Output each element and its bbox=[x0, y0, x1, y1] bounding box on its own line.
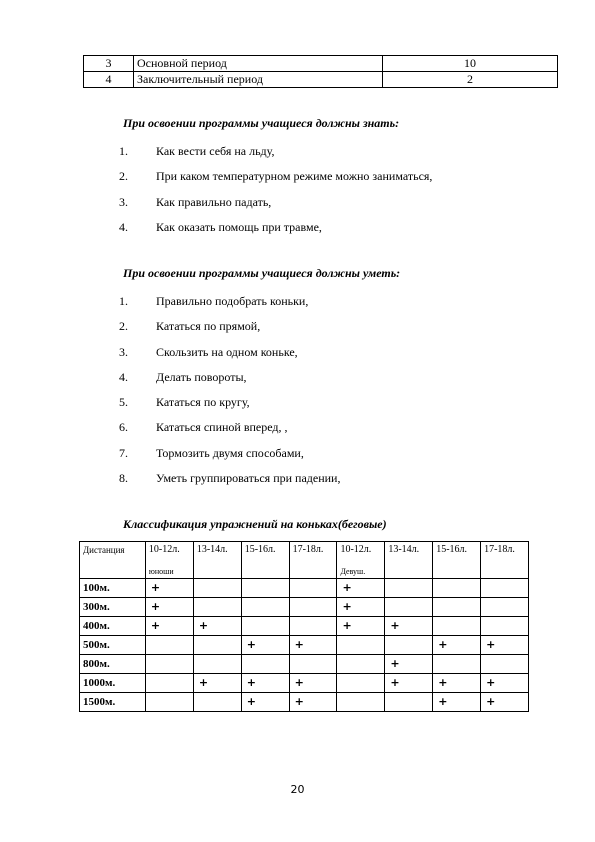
age-label: 17-18л. bbox=[484, 544, 515, 555]
mark-cell bbox=[481, 655, 529, 674]
mark-cell bbox=[385, 598, 433, 617]
distance-cell: 1500м. bbox=[80, 693, 146, 712]
plus-mark: + bbox=[486, 676, 496, 689]
mark-cell bbox=[433, 693, 481, 712]
list-item-text: При каком температурном режиме можно заниматься, bbox=[156, 169, 433, 184]
mark-cell bbox=[145, 655, 193, 674]
list-item bbox=[119, 370, 340, 395]
list-item-text: Тормозить двумя способами, bbox=[156, 445, 304, 460]
mark-cell bbox=[337, 579, 385, 598]
table-row bbox=[80, 579, 529, 598]
mark-cell bbox=[145, 674, 193, 693]
mark-cell bbox=[289, 579, 337, 598]
plus-mark: + bbox=[150, 600, 161, 613]
mark-cell bbox=[337, 636, 385, 655]
able-heading: При освоении программы учащиеся должны уметь: bbox=[123, 266, 401, 280]
mark-cell bbox=[385, 617, 433, 636]
mark-cell bbox=[289, 693, 337, 712]
list-item-number: 3. bbox=[119, 194, 128, 209]
mark-cell bbox=[481, 579, 529, 598]
mark-cell bbox=[289, 655, 337, 674]
mark-cell bbox=[337, 655, 385, 674]
plus-mark: + bbox=[342, 600, 352, 613]
mark-cell bbox=[289, 598, 337, 617]
mark-cell bbox=[193, 655, 241, 674]
list-item-number: 8. bbox=[119, 471, 128, 486]
table-row bbox=[80, 693, 529, 712]
age-label: 15-16л. bbox=[244, 544, 276, 555]
mark-cell bbox=[433, 598, 481, 617]
mark-cell bbox=[337, 598, 385, 617]
mark-cell bbox=[337, 693, 385, 712]
table-row bbox=[80, 617, 529, 636]
plus-mark: + bbox=[246, 638, 256, 651]
group-label: Девуш. bbox=[340, 567, 366, 576]
period-name: Заключительный период bbox=[134, 72, 383, 88]
plus-mark: + bbox=[246, 676, 256, 689]
distance-cell: 500м. bbox=[80, 636, 146, 655]
plus-mark: + bbox=[198, 619, 209, 632]
mark-cell bbox=[145, 598, 193, 617]
able-list bbox=[119, 294, 340, 496]
plus-mark: + bbox=[342, 581, 352, 594]
know-heading: При освоении программы учащиеся должны знать: bbox=[123, 116, 400, 130]
list-item bbox=[119, 471, 340, 496]
list-item bbox=[119, 220, 432, 245]
age-column-header bbox=[289, 542, 337, 579]
list-item-number: 6. bbox=[119, 420, 128, 435]
list-item-number: 3. bbox=[119, 344, 128, 359]
list-item-text: Как правильно падать, bbox=[156, 194, 272, 209]
mark-cell bbox=[385, 655, 433, 674]
plus-mark: + bbox=[438, 638, 448, 651]
page-number: 20 bbox=[290, 783, 305, 796]
age-label: 13-14л. bbox=[196, 544, 228, 555]
list-item-number: 2. bbox=[119, 319, 128, 334]
mark-cell bbox=[241, 655, 289, 674]
list-item-number: 4. bbox=[119, 219, 128, 234]
plus-mark: + bbox=[246, 695, 256, 708]
mark-cell bbox=[289, 674, 337, 693]
age-label: 10-12л. bbox=[340, 544, 372, 555]
mark-cell bbox=[193, 579, 241, 598]
age-column-header bbox=[145, 542, 193, 579]
distance-cell: 800м. bbox=[80, 655, 146, 674]
list-item-text: Как оказать помощь при травме, bbox=[156, 219, 322, 234]
list-item bbox=[119, 319, 340, 344]
mark-cell bbox=[481, 598, 529, 617]
table-row bbox=[84, 72, 558, 88]
mark-cell bbox=[481, 674, 529, 693]
list-item-text: Кататься по прямой, bbox=[156, 319, 261, 334]
list-item-text: Скользить на одном коньке, bbox=[156, 344, 298, 359]
list-item-number: 4. bbox=[119, 369, 128, 384]
mark-cell bbox=[241, 674, 289, 693]
distance-cell: 1000м. bbox=[80, 674, 146, 693]
list-item bbox=[119, 195, 432, 220]
mark-cell bbox=[385, 636, 433, 655]
mark-cell bbox=[193, 617, 241, 636]
period-number: 4 bbox=[84, 72, 134, 88]
period-value: 2 bbox=[383, 72, 558, 88]
mark-cell bbox=[385, 579, 433, 598]
plus-mark: + bbox=[294, 676, 304, 689]
plus-mark: + bbox=[390, 676, 400, 689]
group-label: юноши bbox=[148, 567, 174, 576]
plus-mark: + bbox=[150, 581, 161, 594]
distance-cell: 300м. bbox=[80, 598, 146, 617]
age-column-header bbox=[433, 542, 481, 579]
know-list bbox=[119, 144, 432, 245]
mark-cell bbox=[289, 617, 337, 636]
mark-cell bbox=[433, 674, 481, 693]
mark-cell bbox=[241, 617, 289, 636]
mark-cell bbox=[385, 674, 433, 693]
age-column-header bbox=[193, 542, 241, 579]
period-value: 10 bbox=[383, 56, 558, 72]
plus-mark: + bbox=[438, 695, 448, 708]
plus-mark: + bbox=[390, 619, 400, 632]
mark-cell bbox=[145, 636, 193, 655]
mark-cell bbox=[241, 579, 289, 598]
mark-cell bbox=[193, 693, 241, 712]
mark-cell bbox=[145, 693, 193, 712]
plus-mark: + bbox=[390, 657, 400, 670]
mark-cell bbox=[145, 617, 193, 636]
age-label: 15-16л. bbox=[436, 544, 468, 555]
mark-cell bbox=[337, 674, 385, 693]
list-item-text: Кататься по кругу, bbox=[156, 395, 250, 410]
mark-cell bbox=[193, 598, 241, 617]
list-item-number: 7. bbox=[119, 445, 128, 460]
age-column-header bbox=[385, 542, 433, 579]
mark-cell bbox=[433, 655, 481, 674]
list-item bbox=[119, 294, 340, 319]
list-item-text: Правильно подобрать коньки, bbox=[156, 294, 309, 308]
table-row bbox=[80, 674, 529, 693]
mark-cell bbox=[385, 693, 433, 712]
periods-table bbox=[83, 55, 558, 88]
mark-cell bbox=[193, 636, 241, 655]
list-item-number: 1. bbox=[119, 144, 128, 158]
list-item bbox=[119, 395, 340, 420]
mark-cell bbox=[241, 693, 289, 712]
age-column-header bbox=[481, 542, 529, 579]
classification-heading: Классификация упражнений на коньках(беговые) bbox=[123, 517, 387, 531]
plus-mark: + bbox=[342, 619, 352, 632]
list-item-number: 5. bbox=[119, 395, 128, 410]
mark-cell bbox=[481, 636, 529, 655]
classification-table bbox=[79, 541, 529, 712]
mark-cell bbox=[241, 636, 289, 655]
list-item-number: 1. bbox=[119, 294, 128, 308]
table-header-row bbox=[80, 542, 529, 579]
period-name: Основной период bbox=[134, 56, 383, 72]
age-column-header bbox=[241, 542, 289, 579]
table-row bbox=[80, 598, 529, 617]
list-item bbox=[119, 345, 340, 370]
age-label: 17-18л. bbox=[292, 544, 324, 555]
distance-cell: 100м. bbox=[80, 579, 146, 598]
list-item-text: Как вести себя на льду, bbox=[156, 144, 275, 158]
distance-cell: 400м. bbox=[80, 617, 146, 636]
age-label: 13-14л. bbox=[388, 544, 420, 555]
mark-cell bbox=[433, 579, 481, 598]
list-item-text: Кататься спиной вперед, , bbox=[156, 420, 288, 435]
mark-cell bbox=[433, 617, 481, 636]
mark-cell bbox=[193, 674, 241, 693]
mark-cell bbox=[241, 598, 289, 617]
plus-mark: + bbox=[150, 619, 161, 632]
mark-cell bbox=[289, 636, 337, 655]
plus-mark: + bbox=[486, 695, 496, 708]
list-item-number: 2. bbox=[119, 169, 128, 184]
plus-mark: + bbox=[294, 695, 304, 708]
age-label: 10-12л. bbox=[148, 544, 180, 555]
mark-cell bbox=[433, 636, 481, 655]
mark-cell bbox=[481, 617, 529, 636]
list-item-text: Делать повороты, bbox=[156, 369, 247, 384]
distance-header: Дистанция bbox=[80, 542, 146, 579]
plus-mark: + bbox=[486, 638, 496, 651]
list-item-text: Уметь группироваться при падении, bbox=[156, 471, 341, 486]
plus-mark: + bbox=[294, 638, 304, 651]
mark-cell bbox=[145, 579, 193, 598]
period-number: 3 bbox=[84, 56, 134, 72]
table-row bbox=[84, 56, 558, 72]
plus-mark: + bbox=[198, 676, 209, 689]
plus-mark: + bbox=[438, 676, 448, 689]
list-item bbox=[119, 446, 340, 471]
mark-cell bbox=[481, 693, 529, 712]
list-item bbox=[119, 144, 432, 169]
list-item bbox=[119, 420, 340, 445]
table-row bbox=[80, 636, 529, 655]
table-row bbox=[80, 655, 529, 674]
mark-cell bbox=[337, 617, 385, 636]
age-column-header bbox=[337, 542, 385, 579]
list-item bbox=[119, 169, 432, 194]
